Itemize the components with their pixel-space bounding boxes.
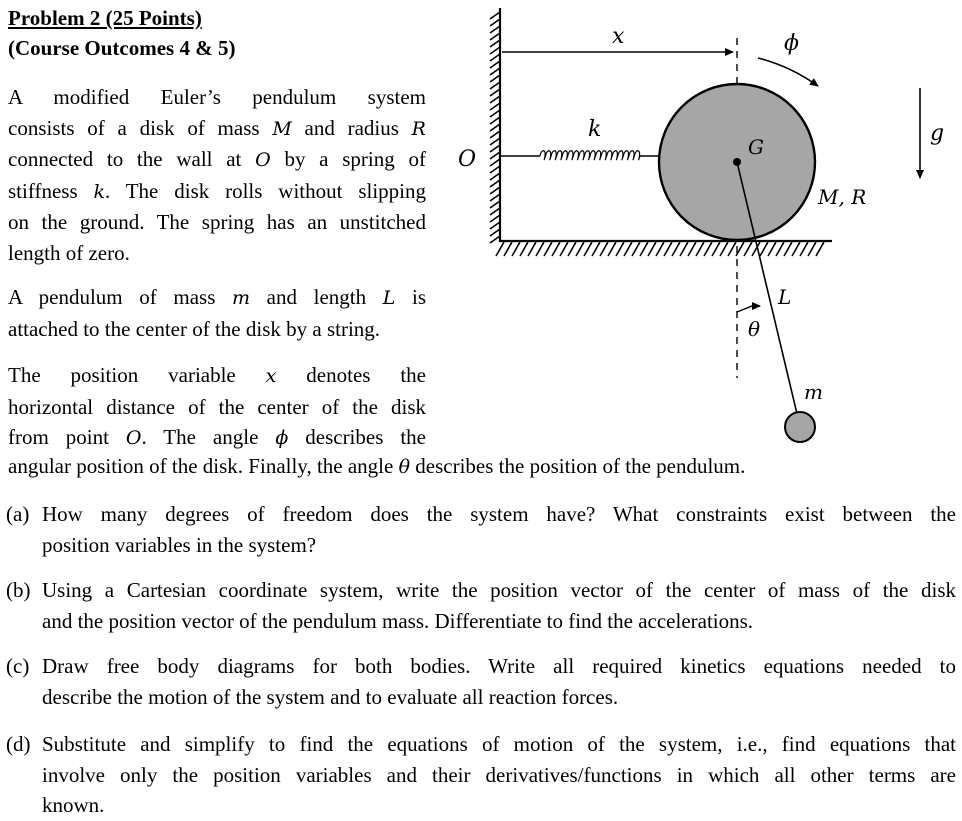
ground-hatch-tick bbox=[544, 242, 552, 256]
text-run: consists of a disk of mass bbox=[8, 115, 273, 140]
ground-hatch-tick bbox=[728, 242, 736, 256]
wall-hatch-tick bbox=[490, 33, 500, 40]
ground-hatch-tick bbox=[496, 242, 504, 256]
var-O: O bbox=[125, 427, 142, 449]
ground-hatch-tick bbox=[696, 242, 704, 256]
wall-hatch-tick bbox=[490, 201, 500, 208]
text-run: is bbox=[395, 285, 426, 309]
intro-line bbox=[8, 238, 426, 269]
wall-hatch-tick bbox=[490, 236, 500, 243]
part-line: How many degrees of freedom does the system have? What constraints exist between the bbox=[42, 502, 956, 526]
var-m: m bbox=[232, 287, 251, 309]
intro-line bbox=[8, 392, 426, 423]
part-text bbox=[42, 499, 956, 560]
ground-hatch-tick bbox=[792, 242, 800, 256]
ground-hatch-tick bbox=[688, 242, 696, 256]
wall-hatch-tick bbox=[490, 145, 500, 152]
ground-hatch-tick bbox=[712, 242, 720, 256]
part-line: Draw free body diagrams for both bodies. Write all required kinetics equations needed to bbox=[42, 654, 956, 678]
course-outcomes: (Course Outcomes 4 & 5) bbox=[8, 36, 236, 60]
ground-hatch-tick bbox=[536, 242, 544, 256]
ground-hatch-tick bbox=[504, 242, 512, 256]
wall-hatch-tick bbox=[490, 47, 500, 54]
ground-hatch-tick bbox=[760, 242, 768, 256]
wall-hatch-tick bbox=[490, 215, 500, 222]
label-phi: ϕ bbox=[784, 31, 799, 56]
label-O: O bbox=[458, 147, 477, 172]
wall-hatch-tick bbox=[490, 26, 500, 33]
intro-line bbox=[8, 144, 426, 176]
ground-hatch-tick bbox=[784, 242, 792, 256]
wall-hatch-tick bbox=[490, 208, 500, 215]
label-G: G bbox=[748, 135, 764, 159]
ground-hatch-tick bbox=[608, 242, 616, 256]
ground-hatch-tick bbox=[640, 242, 648, 256]
part-line: describe the motion of the system and to evaluate all reaction forces. bbox=[42, 684, 619, 709]
var-R: R bbox=[411, 117, 426, 140]
intro-line bbox=[8, 282, 426, 314]
var-M: M bbox=[272, 117, 292, 140]
label-L: L bbox=[778, 285, 792, 309]
text-run: A modified Euler’s pendulum system bbox=[8, 85, 426, 109]
intro-line bbox=[8, 207, 426, 238]
wall-hatch-tick bbox=[490, 117, 500, 124]
ground bbox=[496, 241, 832, 256]
wall-hatch-tick bbox=[490, 222, 500, 229]
intro-line bbox=[8, 422, 426, 454]
ground-hatch-tick bbox=[656, 242, 664, 256]
wall-hatch-tick bbox=[490, 194, 500, 201]
text-run: attached to the center of the disk by a string. bbox=[8, 316, 381, 341]
pendulum-diagram bbox=[440, 0, 962, 460]
wall-hatch-tick bbox=[490, 229, 500, 236]
text-run: The position variable bbox=[8, 363, 266, 387]
text-run: A pendulum of mass bbox=[8, 285, 232, 309]
label-g: g bbox=[930, 121, 945, 146]
ground-hatch-tick bbox=[600, 242, 608, 256]
part-text bbox=[42, 729, 956, 821]
part-d bbox=[6, 729, 962, 817]
intro-paragraph-3 bbox=[8, 360, 426, 454]
wall-hatch-tick bbox=[490, 54, 500, 61]
wall-hatch-tick bbox=[490, 96, 500, 103]
wall-hatch-tick bbox=[490, 173, 500, 180]
ground-hatch-tick bbox=[520, 242, 528, 256]
ground-hatch-tick bbox=[768, 242, 776, 256]
wall-hatch-tick bbox=[490, 75, 500, 82]
ground-hatch-tick bbox=[632, 242, 640, 256]
intro-line bbox=[8, 314, 426, 345]
ground-hatch-tick bbox=[584, 242, 592, 256]
wall-hatch-tick bbox=[490, 124, 500, 131]
ground-hatch-tick bbox=[720, 242, 728, 256]
var-L: L bbox=[382, 287, 396, 309]
wall-hatch-tick bbox=[490, 19, 500, 26]
var-phi: ϕ bbox=[275, 427, 289, 449]
spring bbox=[500, 151, 662, 160]
wall-hatch-tick bbox=[490, 40, 500, 47]
text-run: from point bbox=[8, 425, 126, 449]
text-run: length of zero. bbox=[8, 240, 130, 265]
wall-hatch-tick bbox=[490, 82, 500, 89]
wall-hatch-tick bbox=[490, 152, 500, 159]
label-m: m bbox=[804, 380, 823, 404]
text-run: by a spring of bbox=[270, 147, 426, 171]
text-run: . The disk rolls without slipping bbox=[105, 178, 426, 203]
label-M-R: M, R bbox=[818, 185, 867, 209]
ground-hatch-tick bbox=[672, 242, 680, 256]
wall-hatch-tick bbox=[490, 131, 500, 138]
part-a bbox=[6, 499, 962, 561]
wall-hatch-tick bbox=[490, 110, 500, 117]
intro-line bbox=[8, 176, 426, 208]
wall-hatching bbox=[490, 8, 500, 243]
ground-hatch-tick bbox=[576, 242, 584, 256]
part-c bbox=[6, 651, 962, 713]
ground-hatch-tick bbox=[800, 242, 808, 256]
part-line: Substitute and simplify to find the equations of motion of the system, i.e., find equations that bbox=[42, 732, 956, 756]
pendulum-bob bbox=[785, 412, 815, 442]
theta-angle-arrow bbox=[737, 306, 760, 312]
ground-hatch-tick bbox=[648, 242, 656, 256]
wall-hatch-tick bbox=[490, 12, 500, 19]
ground-hatch-tick bbox=[512, 242, 520, 256]
ground-hatch-tick bbox=[744, 242, 752, 256]
ground-hatch-tick bbox=[560, 242, 568, 256]
intro-line bbox=[8, 113, 426, 145]
wall-hatch-tick bbox=[490, 61, 500, 68]
ground-hatch-tick bbox=[528, 242, 536, 256]
intro-line bbox=[8, 82, 426, 113]
part-line: known. bbox=[42, 793, 105, 817]
text-run: describes the position of the pendulum. bbox=[410, 454, 746, 478]
ground-hatch-tick bbox=[680, 242, 688, 256]
wall-hatch-tick bbox=[490, 180, 500, 187]
part-line: Using a Cartesian coordinate system, write the position vector of the center of mass of the disk bbox=[42, 578, 956, 602]
ground-hatch-tick bbox=[704, 242, 712, 256]
wall-hatch-tick bbox=[490, 138, 500, 145]
wall-hatch-tick bbox=[490, 159, 500, 166]
ground-hatch-tick bbox=[624, 242, 632, 256]
problem-title: Problem 2 (25 Points) bbox=[8, 6, 202, 30]
label-k: k bbox=[588, 117, 602, 142]
part-label: (b) bbox=[6, 578, 31, 602]
ground-hatch-tick bbox=[776, 242, 784, 256]
intro-paragraph-2 bbox=[8, 282, 426, 344]
ground-hatch-tick bbox=[568, 242, 576, 256]
part-label: (d) bbox=[6, 732, 31, 756]
text-run: denotes the bbox=[276, 363, 427, 387]
ground-hatch-tick bbox=[592, 242, 600, 256]
part-label: (c) bbox=[6, 654, 30, 678]
part-label: (a) bbox=[6, 502, 30, 526]
var-theta: θ bbox=[398, 456, 411, 478]
ground-hatch-tick bbox=[816, 242, 824, 256]
ground-hatch-tick bbox=[808, 242, 816, 256]
part-line: position variables in the system? bbox=[42, 532, 317, 557]
var-k: k bbox=[93, 180, 105, 203]
part-line: and the position vector of the pendulum mass. Differentiate to find the accelerations. bbox=[42, 608, 754, 633]
intro-line bbox=[8, 360, 426, 392]
wall-hatch-tick bbox=[490, 103, 500, 110]
var-x: x bbox=[265, 365, 277, 387]
label-x: x bbox=[612, 24, 625, 49]
ground-hatch-tick bbox=[664, 242, 672, 256]
wall-hatch-tick bbox=[490, 187, 500, 194]
part-b bbox=[6, 575, 962, 637]
text-run: and radius bbox=[291, 115, 412, 140]
text-run: stiffness bbox=[8, 178, 94, 203]
phi-rotation-arrow bbox=[758, 58, 818, 86]
wall-hatch-tick bbox=[490, 68, 500, 75]
wall-hatch-tick bbox=[490, 89, 500, 96]
text-run: on the ground. The spring has an unstitched bbox=[8, 210, 426, 234]
ground-hatch-tick bbox=[552, 242, 560, 256]
var-O: O bbox=[255, 149, 271, 171]
text-run: describes the bbox=[288, 425, 426, 449]
ground-hatch-tick bbox=[616, 242, 624, 256]
part-text bbox=[42, 651, 956, 712]
text-run: horizontal distance of the center of the disk bbox=[8, 394, 426, 419]
text-run: and length bbox=[250, 285, 383, 309]
text-run: connected to the wall at bbox=[8, 147, 256, 171]
intro-paragraph-1 bbox=[8, 82, 426, 268]
text-run: angular position of the disk. Finally, the angle bbox=[8, 454, 399, 478]
wall-hatch-tick bbox=[490, 166, 500, 173]
text-run: . The angle bbox=[141, 425, 276, 449]
label-theta: θ bbox=[748, 317, 761, 341]
part-text bbox=[42, 575, 956, 636]
part-line: involve only the position variables and their derivatives/functions in which all other terms are bbox=[42, 762, 956, 787]
